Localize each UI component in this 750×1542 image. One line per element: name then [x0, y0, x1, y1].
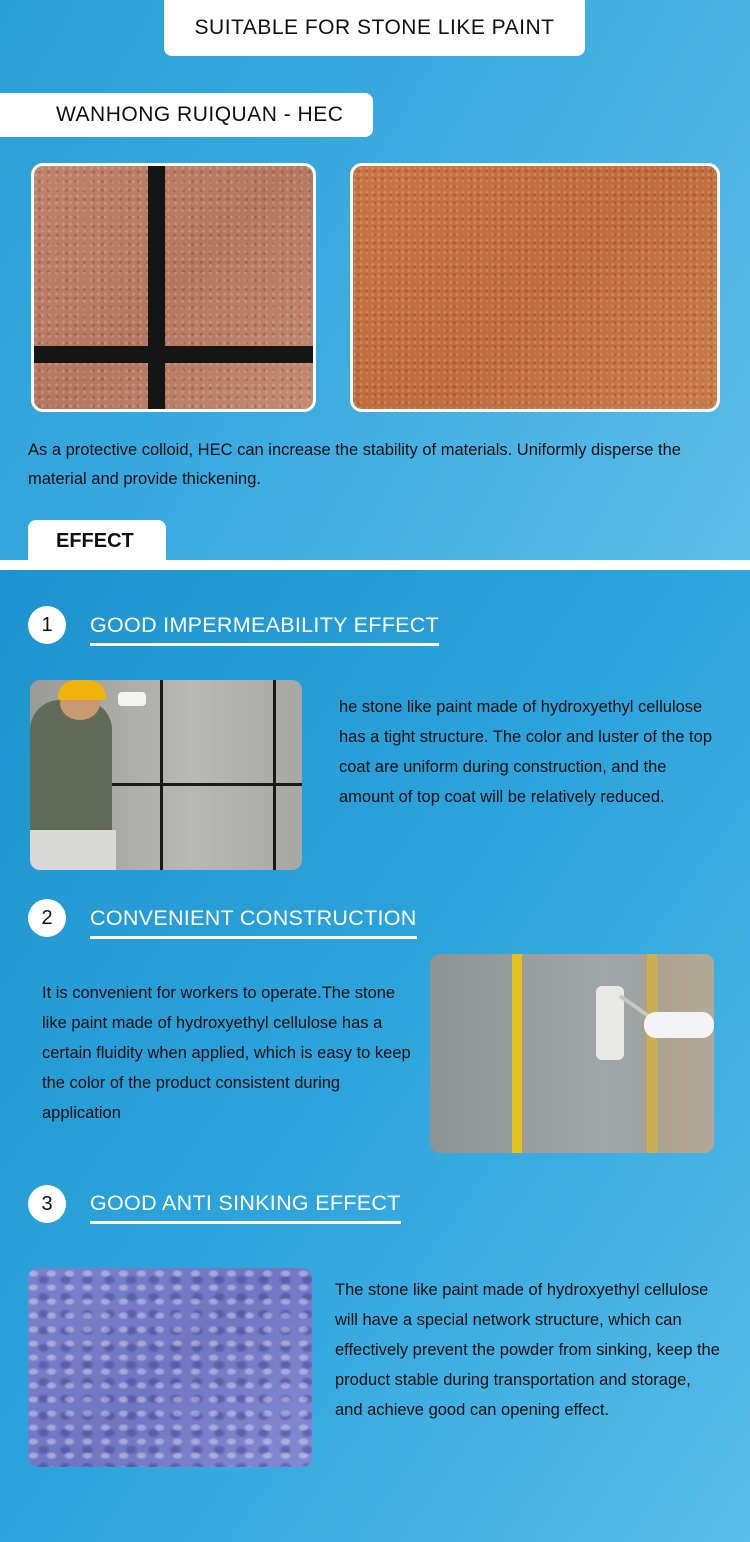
- feature-title-2: CONVENIENT CONSTRUCTION: [90, 906, 417, 939]
- stone-tile-photo: [31, 163, 316, 412]
- tile-joint-horizontal: [34, 346, 313, 363]
- stone-texture-photo: [350, 163, 720, 412]
- hard-hat-icon: [58, 680, 106, 700]
- roller-wall-photo: [430, 954, 714, 1153]
- feature-title-3: GOOD ANTI SINKING EFFECT: [90, 1191, 401, 1224]
- feature-text-1: he stone like paint made of hydroxyethyl cellulose has a tight structure. The color and luster of the top coat are uniform during construction, and the amount of top coat will be relatively reduced.: [339, 698, 712, 806]
- intro-paragraph: As a protective colloid, HEC can increase the stability of materials. Uniformly disperse the material and provide thickening.: [28, 441, 681, 488]
- feature-number-1: 1: [28, 606, 66, 644]
- effect-section-tab: EFFECT: [28, 520, 166, 562]
- feature-text-2: It is convenient for workers to operate.The stone like paint made of hydroxyethyl cellulose has a certain fluidity when applied, which is easy to keep the color of the product consistent during application: [42, 984, 411, 1122]
- brand-label: WANHONG RUIQUAN - HEC: [0, 93, 373, 137]
- glove-icon: [644, 1012, 714, 1038]
- paint-roller-icon: [118, 692, 146, 706]
- painter-wall-photo: [30, 680, 302, 870]
- feature-number-3: 3: [28, 1185, 66, 1223]
- feature-number-2: 2: [28, 899, 66, 937]
- feature-title-1: GOOD IMPERMEABILITY EFFECT: [90, 613, 439, 646]
- textured-paint-photo: [28, 1268, 312, 1467]
- feature-text-3: The stone like paint made of hydroxyethyl cellulose will have a special network structure, which can effectively prevent the powder from sinking, keep the product stable during transportation and storage, and achieve good can opening effect.: [335, 1281, 720, 1419]
- tile-joint-vertical: [148, 166, 165, 409]
- page-title: SUITABLE FOR STONE LIKE PAINT: [164, 0, 585, 56]
